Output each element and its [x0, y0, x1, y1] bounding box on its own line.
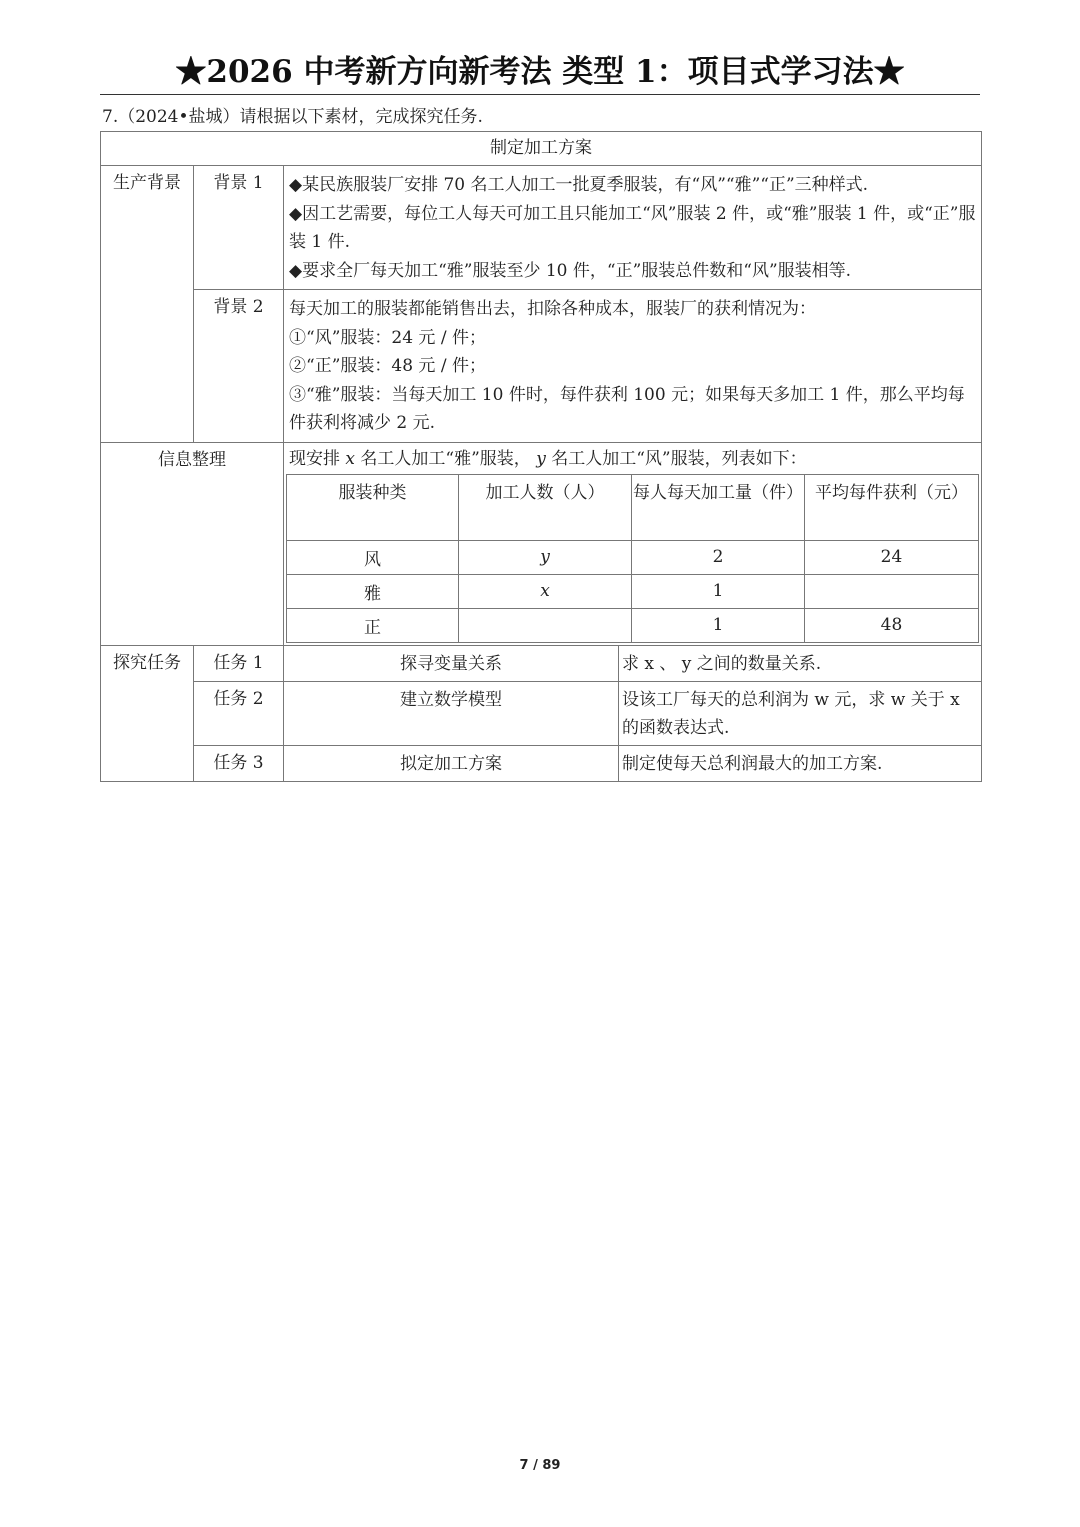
cell-type: 雅 — [287, 574, 459, 608]
page-header-title: ★2026 中考新方向新考法 类型 1：项目式学习法★ — [100, 50, 980, 95]
task-description: 设该工厂每天的总利润为 w 元，求 w 关于 x 的函数表达式. — [619, 681, 982, 745]
cell-per-day: 1 — [632, 608, 805, 642]
section-label-background: 生产背景 — [101, 166, 194, 443]
info-content — [284, 442, 982, 645]
background-1-line: ◆因工艺需要，每位工人每天可加工且只能加工“风”服装 2 件，或“雅”服装 1 件，或“正”服装 1 件. — [289, 203, 976, 252]
column-header: 加工人数（人） — [459, 474, 632, 540]
section-label-tasks: 探究任务 — [101, 645, 194, 781]
cell-workers — [459, 540, 632, 574]
table-row — [287, 540, 979, 574]
cell-per-day: 2 — [632, 540, 805, 574]
info-intro-part: 现安排 — [289, 448, 340, 469]
task-label: 任务 1 — [194, 645, 284, 681]
task-label: 任务 2 — [194, 681, 284, 745]
background-1-content — [284, 166, 982, 290]
task-description: 求 x 、 y 之间的数量关系. — [619, 645, 982, 681]
background-1-line: ◆某民族服装厂安排 70 名工人加工一批夏季服装，有“风”“雅”“正”三种样式. — [289, 175, 869, 195]
table-row — [287, 608, 979, 642]
background-2-line: 每天加工的服装都能销售出去，扣除各种成本，服装厂的获利情况为： — [289, 299, 816, 319]
background-2-line: ③“雅”服装：当每天加工 10 件时，每件获利 100 元；如果每天多加工 1 件，那么平均每件获利将减少 2 元. — [289, 384, 965, 433]
task-description: 制定使每天总利润最大的加工方案. — [619, 745, 982, 781]
task-label: 任务 3 — [194, 745, 284, 781]
cell-profit: 48 — [805, 608, 979, 642]
cell-workers — [459, 608, 632, 642]
info-intro — [284, 443, 981, 472]
info-intro-part: 名工人加工“风”服装，列表如下： — [551, 448, 807, 469]
variable-y: y — [536, 448, 546, 469]
background-2-content — [284, 290, 982, 443]
processing-plan-table — [100, 131, 982, 782]
cell-profit — [805, 574, 979, 608]
cell-workers-value: y — [540, 547, 550, 567]
info-intro-part: 名工人加工“雅”服装， — [360, 448, 531, 469]
task-name: 探寻变量关系 — [284, 645, 619, 681]
column-header: 平均每件获利（元） — [805, 474, 979, 540]
table-title: 制定加工方案 — [101, 132, 982, 166]
info-table — [286, 474, 979, 643]
background-2-label: 背景 2 — [194, 290, 284, 443]
background-1-line: ◆要求全厂每天加工“雅”服装至少 10 件，“正”服装总件数和“风”服装相等. — [289, 260, 852, 281]
task-name: 拟定加工方案 — [284, 745, 619, 781]
variable-x: x — [345, 448, 355, 469]
task-name: 建立数学模型 — [284, 681, 619, 745]
cell-workers-value: x — [540, 581, 550, 601]
background-2-line: ②“正”服装：48 元 / 件； — [289, 356, 486, 376]
cell-type: 风 — [287, 540, 459, 574]
column-header: 每人每天加工量（件） — [632, 474, 805, 540]
info-label: 信息整理 — [101, 442, 284, 645]
background-2-line: ①“风”服装：24 元 / 件； — [289, 327, 486, 348]
cell-per-day: 1 — [632, 574, 805, 608]
background-1-label: 背景 1 — [194, 166, 284, 290]
cell-workers — [459, 574, 632, 608]
column-header: 服装种类 — [287, 474, 459, 540]
table-row — [287, 574, 979, 608]
cell-type: 正 — [287, 608, 459, 642]
page-number: 7 / 89 — [519, 1458, 561, 1473]
question-text: 7.（2024•盐城）请根据以下素材，完成探究任务. — [102, 107, 483, 127]
cell-profit: 24 — [805, 540, 979, 574]
